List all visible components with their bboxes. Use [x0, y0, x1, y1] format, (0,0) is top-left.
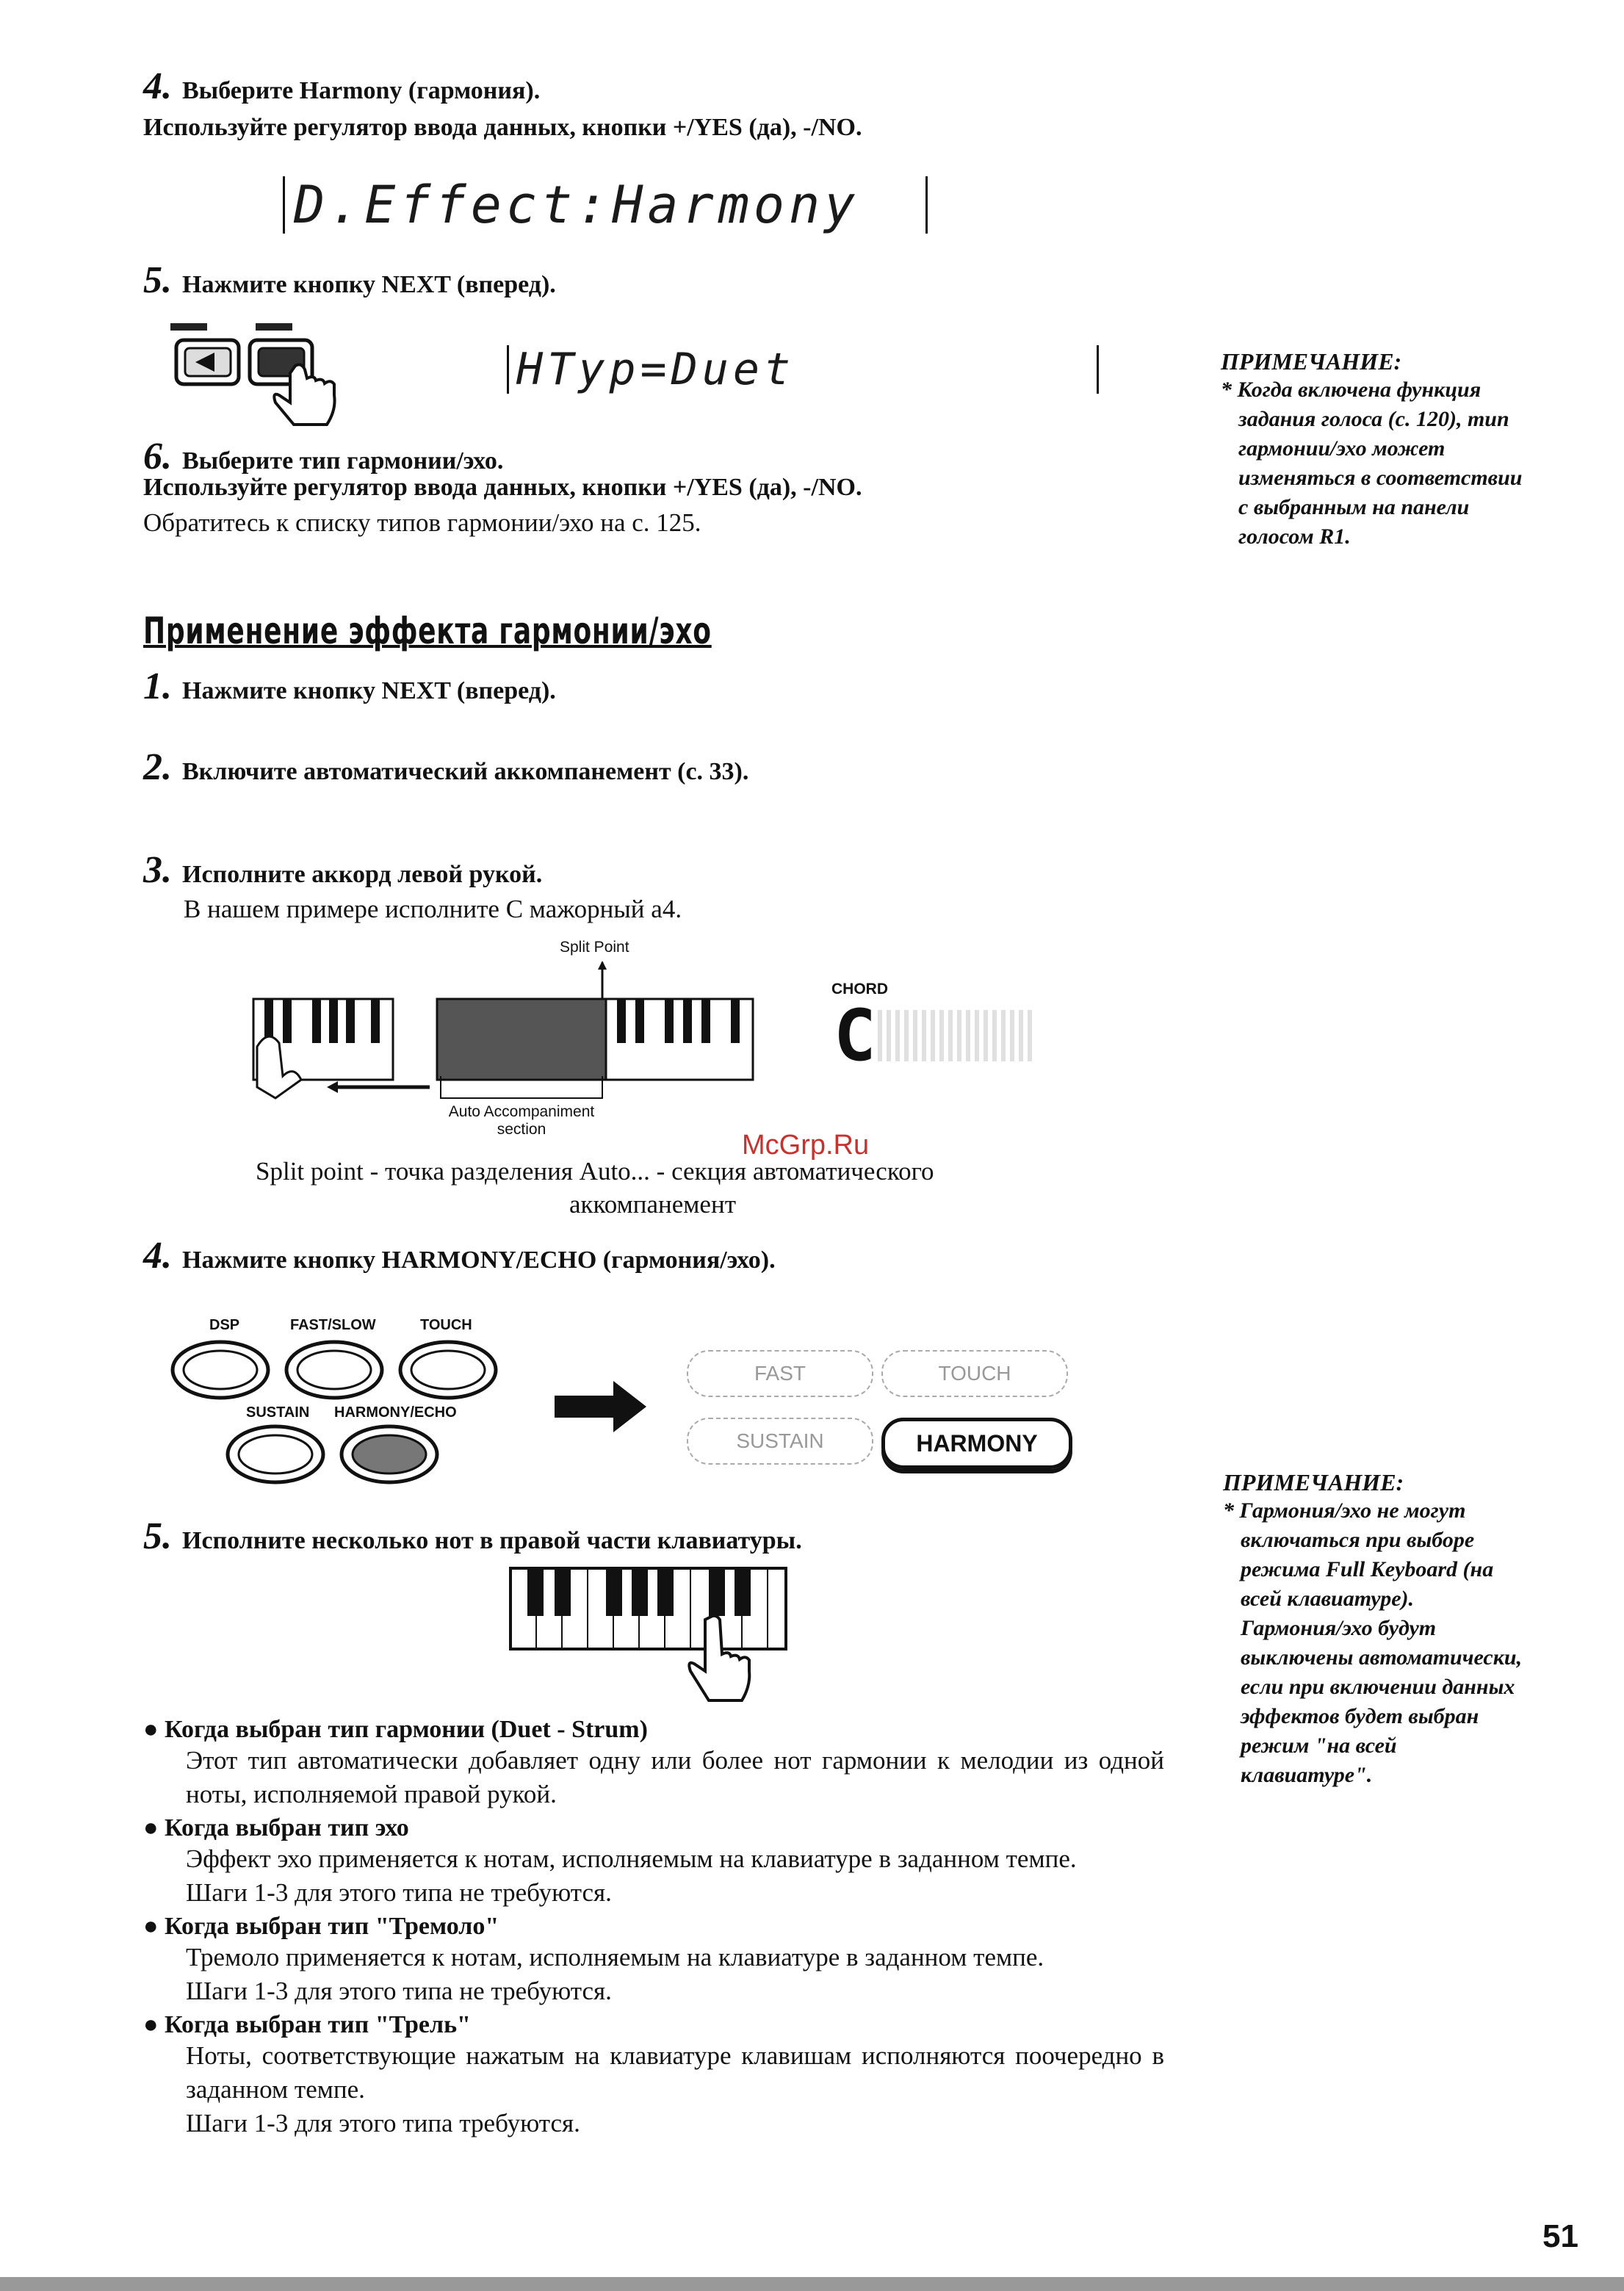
- bullet-title: [143, 1716, 1164, 1744]
- section-step-2: [143, 746, 748, 789]
- touch-indicator: TOUCH: [881, 1350, 1068, 1397]
- auto-accompaniment-keys: [437, 999, 606, 1080]
- diagram-caption: Split point - точка разделения Auto... - секция автоматического: [256, 1157, 934, 1186]
- note-title: ПРИМЕЧАНИЕ:: [1223, 1469, 1404, 1496]
- note-line: если при включении данных: [1241, 1675, 1515, 1699]
- step-title: Выберите тип гармонии/эхо.: [182, 447, 504, 475]
- note-line: режима Full Keyboard (на: [1241, 1557, 1494, 1581]
- note-line: эффектов будет выбран: [1241, 1704, 1479, 1728]
- note-title: ПРИМЕЧАНИЕ:: [1221, 348, 1402, 375]
- note-line: всей клавиатуре).: [1241, 1587, 1415, 1611]
- bullet-text: Эффект эхо применяется к нотам, исполняемым на клавиатуре в заданном темпе.: [186, 1844, 1077, 1873]
- step-title: Выберите Harmony (гармония).: [182, 77, 541, 104]
- section-step-4: [143, 1234, 776, 1277]
- bullet-text: Шаги 1-3 для этого типа требуются.: [186, 2109, 580, 2137]
- label-line: Auto Accompaniment: [448, 1103, 595, 1120]
- step-title: Нажмите кнопку NEXT (вперед).: [182, 271, 556, 298]
- section-step-3: [143, 848, 542, 892]
- note-line: гармонии/эхо может: [1238, 436, 1446, 461]
- step-4-heading: [143, 65, 540, 108]
- page-number: 51: [1542, 2218, 1578, 2254]
- back-button-label-bar: [170, 323, 207, 331]
- note-line: включаться при выборе: [1241, 1528, 1475, 1552]
- step-5-heading: [143, 259, 556, 302]
- page-bottom-edge: [0, 2277, 1624, 2291]
- touch-button-label: TOUCH: [420, 1317, 472, 1333]
- note-line: выключены автоматически,: [1241, 1645, 1523, 1670]
- section-step-5: [143, 1515, 802, 1558]
- bullet-text: Тремоло применяется к нотам, исполняемым на клавиатуре в заданном темпе.: [186, 1943, 1044, 1971]
- bullet-title: [143, 1814, 1164, 1842]
- section-step-1: [143, 665, 556, 708]
- bullet-text: Шаги 1-3 для этого типа не требуются.: [186, 1977, 612, 2005]
- bullet-title-text: Когда выбран тип эхо: [165, 1814, 409, 1841]
- note-line: клавиатуре".: [1241, 1763, 1373, 1787]
- note-line: Гармония/эхо будут: [1241, 1616, 1437, 1640]
- right-hand-keyboard-illustration: [507, 1561, 793, 1708]
- back-next-buttons-illustration: [169, 322, 353, 432]
- chord-display-faded-segments: [878, 1010, 1032, 1061]
- step-number: 3.: [143, 849, 172, 891]
- sustain-button-label: SUSTAIN: [246, 1404, 310, 1421]
- bullet-text: Этот тип автоматически добавляет одну или более нот гармонии к мелодии из одной ноты, исполняемой правой рукой.: [186, 1746, 1164, 1808]
- next-button-label-bar: [256, 323, 292, 331]
- bullet-title-text: Когда выбран тип гармонии (Duet - Strum): [165, 1716, 648, 1743]
- harmony-echo-button-label: HARMONY/ECHO: [334, 1404, 457, 1421]
- right-arrow-icon: [555, 1381, 650, 1432]
- chord-display: C: [834, 995, 876, 1077]
- step-title: Исполните аккорд левой рукой.: [182, 861, 543, 888]
- note-line: * Когда включена функция: [1221, 378, 1482, 402]
- harmony-types-list: [143, 1716, 1164, 2140]
- step-number: 1.: [143, 665, 172, 707]
- step-3-example: В нашем примере исполните С мажорный а4.: [184, 895, 682, 923]
- up-arrow-icon: [598, 961, 607, 970]
- step-6-reference: Обратитесь к списку типов гармонии/эхо на с. 125.: [143, 508, 701, 537]
- lcd-display-harmony-type: HTyp=Duet: [507, 345, 1099, 394]
- note-line: режим "на всей: [1241, 1733, 1397, 1758]
- bullet-item: [143, 1716, 1164, 1811]
- section-heading: Применение эффекта гармонии/эхо: [143, 610, 712, 652]
- bullet-title: [143, 1913, 1164, 1941]
- bullet-text: Ноты, соответствующие нажатым на клавиатуре клавишам исполняются поочередно в заданном темпе.: [186, 2041, 1164, 2104]
- bullet-title-text: Когда выбран тип "Трель": [165, 2011, 471, 2038]
- step-4-instruction: Используйте регулятор ввода данных, кнопки +/YES (да), -/NO.: [143, 114, 862, 141]
- note-line: голосом R1.: [1238, 524, 1351, 549]
- note-line: изменяться в соответствии: [1238, 466, 1523, 490]
- note-line: * Гармония/эхо не могут: [1223, 1498, 1466, 1523]
- note-2: [1223, 1469, 1605, 1790]
- dsp-button-label: DSP: [209, 1317, 240, 1333]
- fast-indicator: FAST: [687, 1350, 873, 1397]
- step-number: 6.: [143, 436, 172, 477]
- bullet-text: Шаги 1-3 для этого типа не требуются.: [186, 1878, 612, 1907]
- bullet-dot-icon: ●: [143, 2011, 165, 2038]
- step-title: Включите автоматический аккомпанемент (с. 33).: [182, 758, 749, 785]
- left-arrow-icon: [327, 1081, 338, 1093]
- bullet-item: [143, 1913, 1164, 2008]
- step-number: 4.: [143, 65, 172, 107]
- step-number: 2.: [143, 746, 172, 788]
- bullet-title: [143, 2011, 1164, 2039]
- note-line: с выбранным на панели: [1238, 495, 1470, 519]
- step-6-heading: [143, 435, 503, 478]
- note-1: [1221, 348, 1603, 552]
- auto-accompaniment-label: [430, 1103, 613, 1139]
- fastslow-button-label: FAST/SLOW: [290, 1317, 376, 1333]
- bullet-dot-icon: ●: [143, 1913, 165, 1940]
- split-point-label: Split Point: [560, 939, 629, 956]
- bullet-item: [143, 2011, 1164, 2140]
- bullet-dot-icon: ●: [143, 1716, 165, 1743]
- harmony-indicator: HARMONY: [881, 1418, 1072, 1469]
- sustain-indicator: SUSTAIN: [687, 1418, 873, 1465]
- bullet-dot-icon: ●: [143, 1814, 165, 1841]
- label-line: section: [497, 1121, 546, 1138]
- step-title: Нажмите кнопку HARMONY/ECHO (гармония/эхо).: [182, 1246, 776, 1274]
- step-title: Нажмите кнопку NEXT (вперед).: [182, 677, 556, 704]
- step-title: Исполните несколько нот в правой части клавиатуры.: [182, 1527, 802, 1554]
- bullet-title-text: Когда выбран тип "Тремоло": [165, 1913, 499, 1940]
- bullet-item: [143, 1814, 1164, 1910]
- chord-label: CHORD: [831, 981, 888, 997]
- step-number: 5.: [143, 1515, 172, 1557]
- lcd-display-effect: D.Effect:Harmony: [283, 176, 928, 234]
- step-number: 4.: [143, 1235, 172, 1277]
- step-number: 5.: [143, 259, 172, 301]
- keyboard-split-diagram: [250, 955, 764, 1102]
- diagram-caption-line-2: аккомпанемент: [569, 1190, 736, 1219]
- watermark: McGrp.Ru: [742, 1130, 870, 1161]
- step-6-instruction: Используйте регулятор ввода данных, кнопки +/YES (да), -/NO.: [143, 474, 862, 501]
- note-line: задания голоса (с. 120), тип: [1238, 407, 1509, 431]
